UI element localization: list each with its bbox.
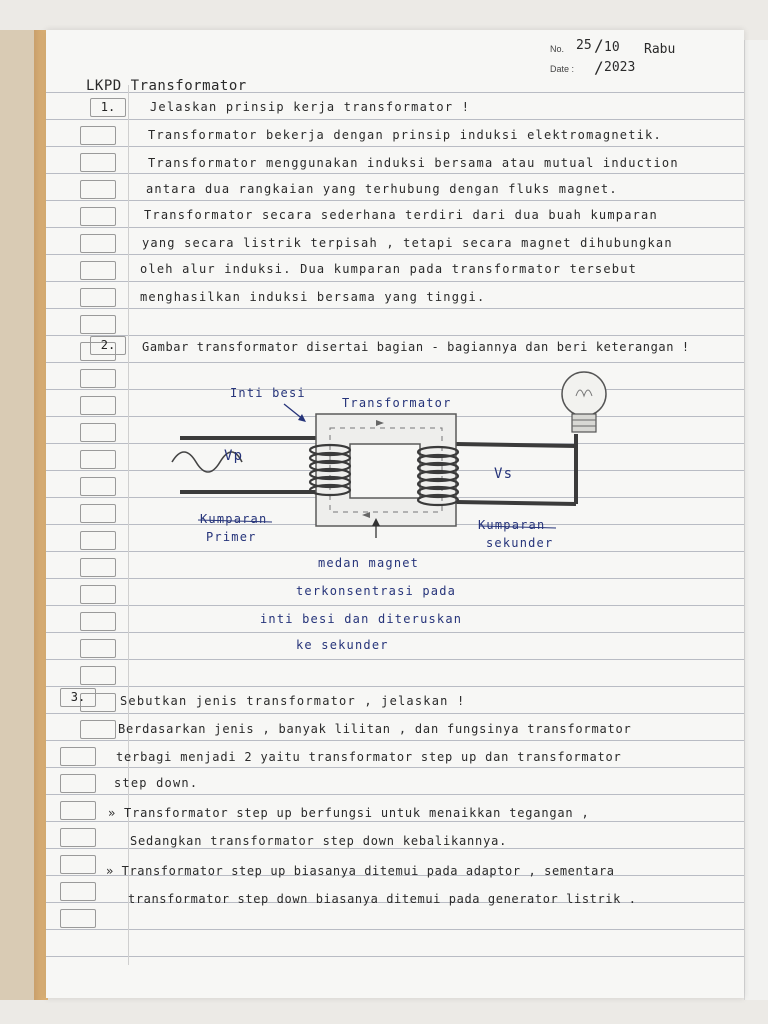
answer-1-line: oleh alur induksi. Dua kumparan pada transformator tersebut: [140, 262, 638, 276]
date-day: 25: [576, 38, 592, 53]
page-title: LKPD Transformator: [86, 78, 247, 94]
secondary-wire-top: [456, 444, 576, 446]
flux-caption-line: ke sekunder: [296, 638, 389, 652]
flux-caption-line: inti besi dan diteruskan: [260, 612, 463, 626]
answer-3-line: terbagi menjadi 2 yaitu transformator step up dan transformator: [116, 750, 622, 764]
no-label: No.: [550, 44, 565, 54]
secondary-coil-label: Kumparan: [478, 518, 546, 532]
answer-1-line: Transformator bekerja dengan prinsip induksi elektromagnetik.: [148, 128, 662, 142]
answer-1-line: yang secara listrik terpisah , tetapi secara magnet dihubungkan: [142, 236, 673, 250]
date-label: Date :: [550, 64, 575, 74]
answer-1-line: antara dua rangkaian yang terhubung dengan fluks magnet.: [146, 182, 618, 196]
binder-edge: [0, 30, 34, 1000]
vs-label: Vs: [494, 466, 514, 482]
flux-caption-line: terkonsentrasi pada: [296, 584, 457, 598]
bullet-line: Sedangkan transformator step down kebalikannya.: [130, 834, 508, 848]
next-page-edge: [744, 40, 768, 1000]
primary-coil-label: Kumparan: [200, 512, 268, 526]
date-slash-2: /: [594, 58, 604, 77]
date-weekday: Rabu: [644, 42, 676, 57]
answer-1-line: menghasilkan induksi bersama yang tinggi.: [140, 290, 486, 304]
question-3-text: Sebutkan jenis transformator , jelaskan !: [120, 694, 466, 708]
transformer-diagram: [46, 30, 744, 998]
answer-3-line: Berdasarkan jenis , banyak lilitan , dan fungsinya transformator: [118, 722, 632, 736]
vp-label: Vp: [224, 448, 244, 464]
core-label: Inti besi: [230, 386, 306, 400]
iron-core-window: [350, 444, 420, 498]
secondary-wire-bottom: [456, 502, 576, 504]
answer-1-line: Transformator menggunakan induksi bersama atau mutual induction: [148, 156, 679, 170]
bullet-line: transformator step down biasanya ditemui pada generator listrik .: [128, 892, 637, 906]
question-1-text: Jelaskan prinsip kerja transformator !: [150, 100, 471, 114]
flux-caption-line: medan magnet: [318, 556, 420, 570]
primary-coil: [310, 445, 350, 495]
primary-coil-label-2: Primer: [206, 530, 257, 544]
secondary-coil-label-2: sekunder: [486, 536, 554, 550]
date-month: 10: [604, 40, 620, 55]
date-slash: /: [594, 36, 604, 55]
light-bulb-icon: [562, 372, 606, 432]
bullet-line: » Transformator step up berfungsi untuk menaikkan tegangan ,: [108, 806, 590, 820]
question-number: 1.: [100, 100, 116, 114]
answer-3-line: step down.: [114, 776, 199, 790]
answer-1-line: Transformator secara sederhana terdiri dari dua buah kumparan: [144, 208, 658, 222]
question-number-box: [60, 688, 96, 707]
question-2-text: Gambar transformator disertai bagian - bagiannya dan beri keterangan !: [142, 340, 690, 354]
notebook-page: [46, 30, 744, 998]
bullet-line: » Transformator step up biasanya ditemui pada adaptor , sementara: [106, 864, 615, 878]
transformer-label: Transformator: [342, 396, 452, 410]
date-year: 2023: [604, 60, 636, 75]
question-number: 3.: [70, 690, 86, 704]
question-number: 2.: [100, 338, 116, 352]
